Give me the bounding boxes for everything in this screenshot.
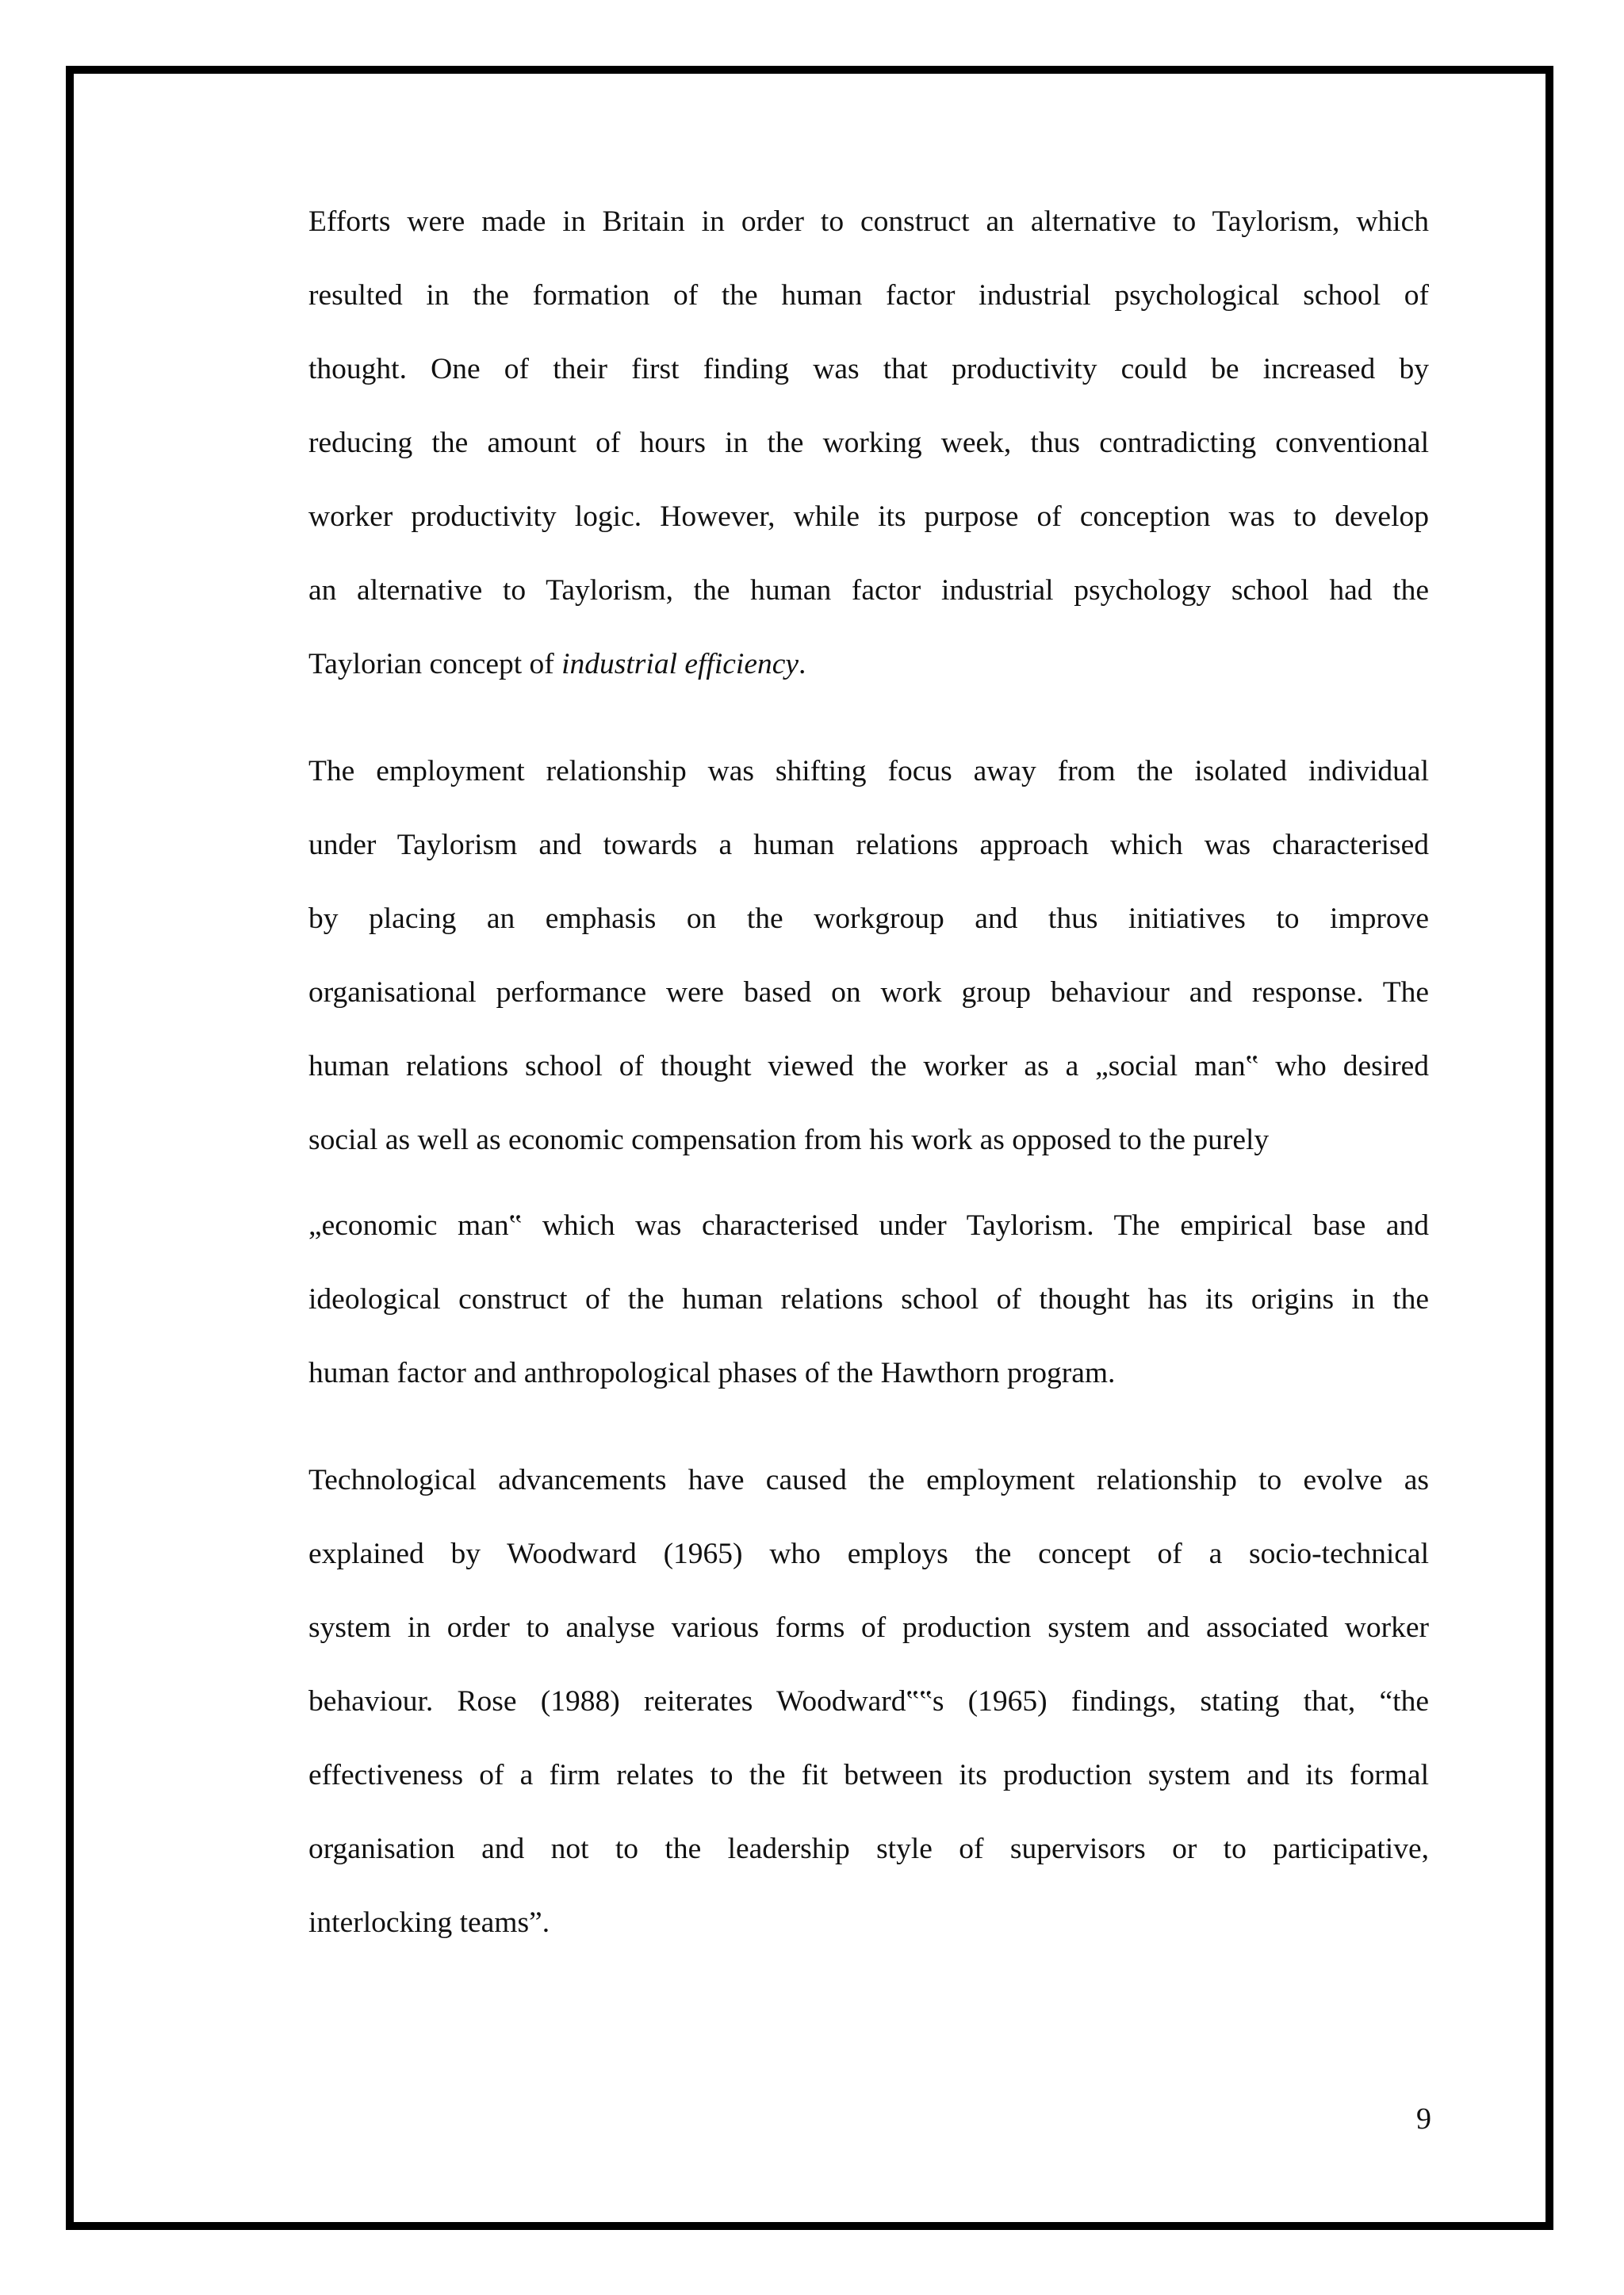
text-line: reducing the amount of hours in the working week, thus contradicting conventional [308,427,1429,459]
text-line: organisation and not to the leadership style of supervisors or to participative, [308,1833,1429,1865]
page-number: 9 [1416,2102,1431,2136]
text-line: interlocking teams”. [308,1906,550,1939]
text-line: under Taylorism and towards a human relations approach which was characterised [308,829,1429,861]
text-line: organisational performance were based on work group behaviour and response. The [308,976,1429,1009]
text-italic: industrial efficiency [561,648,799,680]
text-line: ideological construct of the human relations school of thought has its origins in the [308,1283,1429,1316]
text-line: effectiveness of a firm relates to the fit between its production system and its formal [308,1759,1429,1791]
body-text [308,0,1429,2141]
text-line [308,646,1429,683]
text-line: social as well as economic compensation from his work as opposed to the purely [308,1124,1270,1156]
text-line: The employment relationship was shifting focus away from the isolated individual [308,755,1429,787]
text-plain: Taylorian concept of [308,648,562,680]
text-line: thought. One of their first finding was that productivity could be increased by [308,353,1429,385]
text-line: human factor and anthropological phases of the Hawthorn program. [308,1357,1116,1389]
text-line: an alternative to Taylorism, the human factor industrial psychology school had the [308,574,1429,607]
text-line: resulted in the formation of the human factor industrial psychological school of [308,279,1429,312]
text-line: human relations school of thought viewed the worker as a „social man‟ who desired [308,1050,1429,1082]
text-line: system in order to analyse various forms of production system and associated worker [308,1611,1429,1644]
text-line: Technological advancements have caused the employment relationship to evolve as [308,1464,1429,1496]
text-plain: . [799,648,806,680]
text-line: explained by Woodward (1965) who employs the concept of a socio-technical [308,1538,1429,1570]
text-line: Efforts were made in Britain in order to construct an alternative to Taylorism, which [308,205,1429,238]
text-line: worker productivity logic. However, while its purpose of conception was to develop [308,500,1429,533]
text-line: „economic man‟ which was characterised under Taylorism. The empirical base and [308,1209,1429,1242]
text-line: by placing an emphasis on the workgroup and thus initiatives to improve [308,902,1429,935]
text-line: behaviour. Rose (1988) reiterates Woodward‟‟s (1965) findings, stating that, “the [308,1685,1429,1718]
